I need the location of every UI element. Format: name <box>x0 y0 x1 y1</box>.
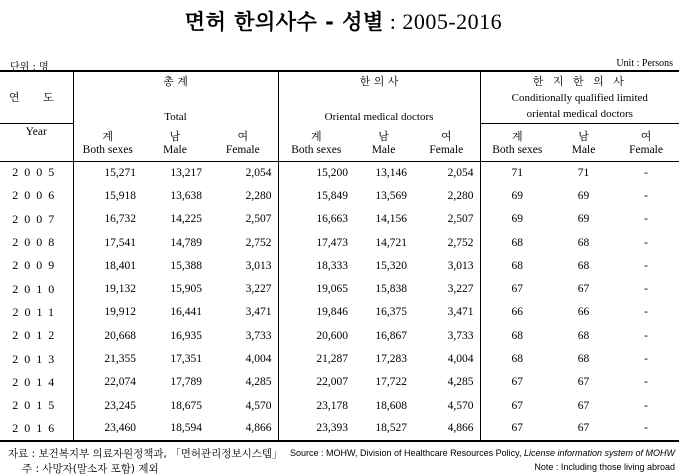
table-row <box>0 301 679 324</box>
value-cell: 15,320 <box>375 259 408 272</box>
value-cell: 69 <box>577 213 590 226</box>
header-year-en: Year <box>0 123 73 161</box>
value-cell: 16,441 <box>170 306 202 319</box>
value-cell: 3,733 <box>245 329 272 342</box>
value-cell: 23,393 <box>278 417 354 440</box>
value-cell: 3,013 <box>245 259 272 272</box>
value-cell: 67 <box>554 417 613 440</box>
value-cell: 17,722 <box>375 376 408 389</box>
note-english: Note : Including those living abroad <box>534 462 675 472</box>
value-cell: 17,473 <box>278 231 354 254</box>
value-cell: 17,789 <box>170 376 202 389</box>
value-cell: 2,752 <box>245 236 272 249</box>
value-cell: - <box>644 166 648 179</box>
value-cell: 3,733 <box>447 329 474 342</box>
value-cell: 68 <box>480 324 554 347</box>
table-row <box>0 347 679 370</box>
header-cond-ko: 한 지 한 의 사 <box>480 71 679 90</box>
value-cell: 69 <box>577 189 590 202</box>
year-cell: 2013 <box>12 351 61 366</box>
value-cell: 4,004 <box>245 353 272 366</box>
value-cell: 19,912 <box>73 301 142 324</box>
value-cell: 3,227 <box>245 283 272 296</box>
value-cell: 4,866 <box>208 417 278 440</box>
value-cell: 15,918 <box>73 184 142 207</box>
value-cell: - <box>644 236 648 249</box>
value-cell: 68 <box>480 231 554 254</box>
value-cell: 4,285 <box>447 376 474 389</box>
header-year-ko: 연 도 <box>0 71 73 123</box>
value-cell: 18,675 <box>170 399 202 412</box>
value-cell: 23,245 <box>73 394 142 417</box>
header-oriental-en: Oriental medical doctors <box>278 90 480 123</box>
value-cell: 13,146 <box>375 166 408 179</box>
value-cell: 71 <box>577 166 590 179</box>
value-cell: - <box>644 306 648 319</box>
value-cell: 68 <box>480 347 554 370</box>
year-cell: 2006 <box>12 188 61 203</box>
unit-english: Unit : Persons <box>616 58 673 69</box>
value-cell: 20,668 <box>73 324 142 347</box>
value-cell: 68 <box>577 236 590 249</box>
value-cell: 68 <box>577 353 590 366</box>
value-cell: 14,789 <box>170 236 202 249</box>
value-cell: 15,271 <box>73 161 142 184</box>
title-separator: : <box>383 9 403 34</box>
doctors-table <box>0 70 679 442</box>
header-total-ko: 총 계 <box>73 71 278 90</box>
value-cell: 68 <box>577 259 590 272</box>
value-cell: 69 <box>480 208 554 231</box>
header-cond-female: 여 Female <box>613 123 679 161</box>
value-cell: 21,355 <box>73 347 142 370</box>
title-korean: 면허 한의사수 - 성별 <box>184 10 384 34</box>
value-cell: - <box>644 259 648 272</box>
table-row <box>0 208 679 231</box>
value-cell: 17,541 <box>73 231 142 254</box>
value-cell: 68 <box>577 329 590 342</box>
header-cond-both: 계 Both sexes <box>480 123 554 161</box>
source-english: Source : MOHW, Division of Healthcare Resources Policy, License information system of MOHW <box>290 448 675 458</box>
table-row <box>0 277 679 300</box>
note-korean: 주 : 사망자(말소자 포함) 제외 <box>22 463 159 475</box>
value-cell: 2,507 <box>245 213 272 226</box>
value-cell: 67 <box>480 394 554 417</box>
value-cell: 2,280 <box>447 189 474 202</box>
value-cell: 67 <box>480 417 554 440</box>
value-cell: 23,460 <box>73 417 142 440</box>
value-cell: 4,285 <box>245 376 272 389</box>
value-cell: 15,200 <box>278 161 354 184</box>
value-cell: 14,156 <box>375 213 408 226</box>
value-cell: 18,594 <box>142 417 208 440</box>
table-header <box>0 71 679 161</box>
value-cell: 67 <box>577 283 590 296</box>
value-cell: 67 <box>577 399 590 412</box>
header-oriental-male: 남 Male <box>354 123 413 161</box>
table-row <box>0 394 679 417</box>
value-cell: 14,721 <box>375 236 408 249</box>
value-cell: - <box>644 283 648 296</box>
value-cell: 3,471 <box>245 306 272 319</box>
value-cell: - <box>644 376 648 389</box>
page-title <box>0 6 687 36</box>
year-cell: 2012 <box>12 328 61 343</box>
value-cell: 19,065 <box>278 277 354 300</box>
value-cell: 20,600 <box>278 324 354 347</box>
value-cell: - <box>613 417 679 440</box>
table-row <box>0 254 679 277</box>
value-cell: 22,074 <box>73 371 142 394</box>
table-body <box>0 161 679 441</box>
header-oriental-both: 계 Both sexes <box>278 123 354 161</box>
year-cell: 2014 <box>12 374 61 389</box>
value-cell: 22,007 <box>278 371 354 394</box>
value-cell: 69 <box>480 184 554 207</box>
value-cell: - <box>644 353 648 366</box>
value-cell: 13,569 <box>375 189 408 202</box>
year-cell: 2009 <box>12 258 61 273</box>
table-row <box>0 161 679 184</box>
value-cell: 71 <box>480 161 554 184</box>
value-cell: 2,054 <box>447 166 474 179</box>
header-oriental-female: 여 Female <box>413 123 480 161</box>
value-cell: 15,905 <box>170 283 202 296</box>
table-row <box>0 371 679 394</box>
value-cell: 19,846 <box>278 301 354 324</box>
table-row <box>0 184 679 207</box>
year-cell: 2008 <box>12 235 61 250</box>
value-cell: 3,013 <box>447 259 474 272</box>
year-cell: 2010 <box>12 281 61 296</box>
value-cell: - <box>644 329 648 342</box>
header-total-en: Total <box>73 90 278 123</box>
value-cell: 67 <box>577 376 590 389</box>
value-cell: 15,849 <box>278 184 354 207</box>
value-cell: 3,471 <box>447 306 474 319</box>
unit-korean: 단위 : 명 <box>10 62 49 73</box>
value-cell: 4,866 <box>413 417 480 440</box>
value-cell: 2,507 <box>447 213 474 226</box>
value-cell: 15,388 <box>170 259 202 272</box>
value-cell: 18,333 <box>278 254 354 277</box>
value-cell: 16,935 <box>170 329 202 342</box>
value-cell: 4,004 <box>447 353 474 366</box>
value-cell: 2,280 <box>245 189 272 202</box>
value-cell: 13,217 <box>170 166 202 179</box>
value-cell: 18,527 <box>354 417 413 440</box>
header-cond-en1: Conditionally qualified limited <box>480 90 679 106</box>
value-cell: 14,225 <box>170 213 202 226</box>
value-cell: 19,132 <box>73 277 142 300</box>
value-cell: - <box>644 189 648 202</box>
value-cell: 15,838 <box>375 283 408 296</box>
value-cell: 66 <box>577 306 590 319</box>
year-cell: 2016 <box>0 417 73 440</box>
value-cell: 16,375 <box>375 306 408 319</box>
year-cell: 2005 <box>12 165 61 180</box>
value-cell: - <box>644 399 648 412</box>
value-cell: 68 <box>480 254 554 277</box>
header-cond-en2: oriental medical doctors <box>480 106 679 123</box>
value-cell: 16,663 <box>278 208 354 231</box>
year-cell: 2007 <box>12 211 61 226</box>
value-cell: 16,867 <box>375 329 408 342</box>
header-oriental-ko: 한 의 사 <box>278 71 480 90</box>
value-cell: 2,752 <box>447 236 474 249</box>
year-cell: 2011 <box>12 304 61 319</box>
value-cell: - <box>644 213 648 226</box>
value-cell: 67 <box>480 371 554 394</box>
header-total-female: 여 Female <box>208 123 278 161</box>
year-cell: 2015 <box>12 398 61 413</box>
value-cell: 3,227 <box>447 283 474 296</box>
value-cell: 17,351 <box>170 353 202 366</box>
value-cell: 16,732 <box>73 208 142 231</box>
header-total-both: 계 Both sexes <box>73 123 142 161</box>
table-row <box>0 231 679 254</box>
value-cell: 21,287 <box>278 347 354 370</box>
value-cell: 67 <box>480 277 554 300</box>
value-cell: 66 <box>480 301 554 324</box>
value-cell: 18,608 <box>375 399 408 412</box>
title-years: 2005-2016 <box>402 9 503 34</box>
value-cell: 4,570 <box>447 399 474 412</box>
value-cell: 18,401 <box>73 254 142 277</box>
table-row <box>0 417 679 440</box>
value-cell: 4,570 <box>245 399 272 412</box>
value-cell: 17,283 <box>375 353 408 366</box>
header-cond-male: 남 Male <box>554 123 613 161</box>
header-total-male: 남 Male <box>142 123 208 161</box>
value-cell: 13,638 <box>170 189 202 202</box>
table-row <box>0 324 679 347</box>
value-cell: 23,178 <box>278 394 354 417</box>
source-korean: 자료 : 보건복지부 의료자원정책과, 「면허관리정보시스템」 <box>8 448 283 460</box>
value-cell: 2,054 <box>245 166 272 179</box>
